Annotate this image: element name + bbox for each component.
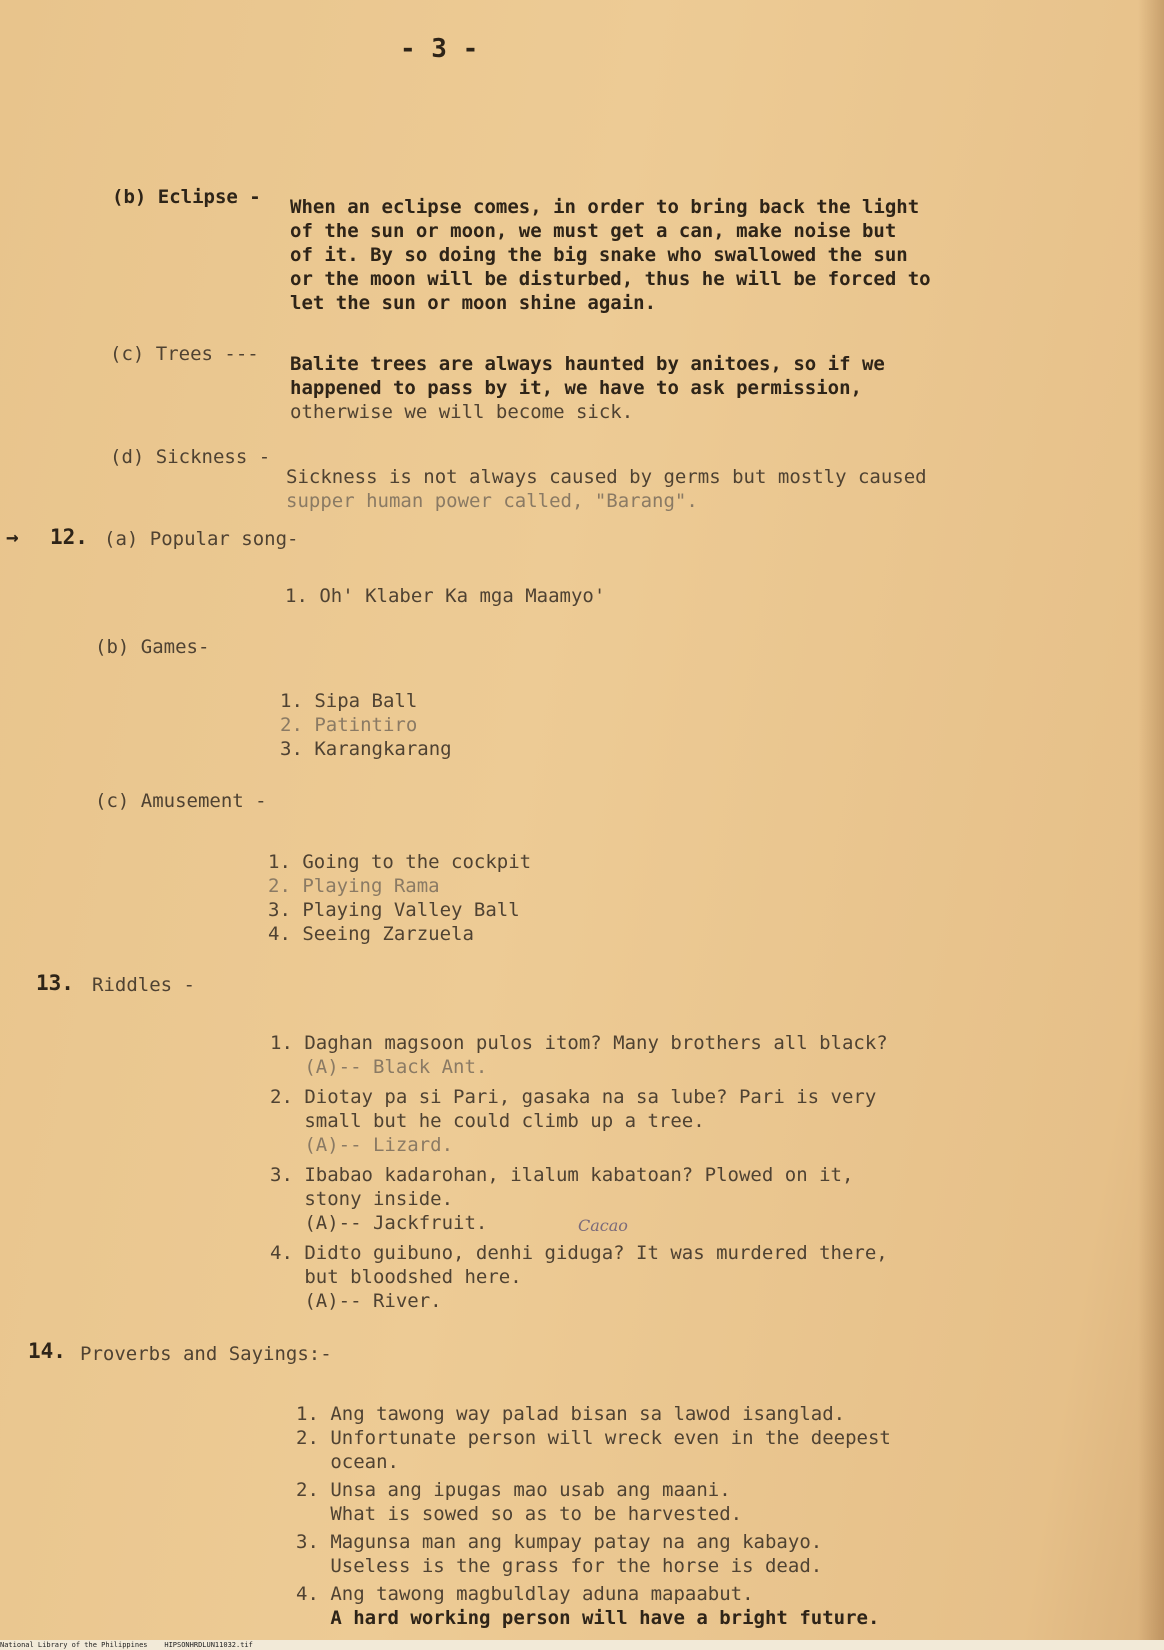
- proverb-3-line-1: 3. Magunsa man ang kumpay patay na ang kabayo.: [296, 1531, 823, 1553]
- section-12-number: 12.: [50, 525, 88, 549]
- riddle-2-answer: (A)-- Lizard.: [270, 1134, 454, 1156]
- margin-arrow: →: [6, 525, 19, 549]
- section-13-number: 13.: [36, 971, 74, 995]
- riddle-4-line-2: but bloodshed here.: [270, 1266, 522, 1288]
- binding-shadow: [1138, 0, 1164, 1650]
- footer-caption: National Library of the Philippines HIPSONHRDLUN11032.tif: [0, 1641, 253, 1649]
- eclipse-line-4: or the moon will be disturbed, thus he will be forced to: [290, 268, 931, 290]
- amusement-item-2: 2. Playing Rama: [268, 875, 440, 897]
- amusement-item-3: 3. Playing Valley Ball: [268, 899, 520, 921]
- game-item-1: 1. Sipa Ball: [280, 690, 418, 712]
- amusement-label: (c) Amusement -: [95, 790, 267, 812]
- proverbs-label: Proverbs and Sayings:-: [80, 1343, 332, 1365]
- eclipse-line-2: of the sun or moon, we must get a can, make noise but: [290, 220, 897, 242]
- riddle-1-answer: (A)-- Black Ant.: [270, 1056, 488, 1078]
- amusement-item-1: 1. Going to the cockpit: [268, 851, 532, 873]
- trees-line-2: happened to pass by it, we have to ask permission,: [290, 377, 862, 399]
- proverb-4-line-1: 4. Ang tawong magbuldlay aduna mapaabut.: [296, 1583, 754, 1605]
- riddle-4-answer: (A)-- River.: [270, 1290, 442, 1312]
- proverb-1-line-3: ocean.: [296, 1451, 399, 1473]
- riddle-4-line-1: 4. Didto guibuno, denhi giduga? It was murdered there,: [270, 1242, 888, 1264]
- proverb-2-line-2: What is sowed so as to be harvested.: [296, 1503, 743, 1525]
- eclipse-line-1: When an eclipse comes, in order to bring back the light: [290, 196, 920, 218]
- proverb-2-line-1: 2. Unsa ang ipugas mao usab ang maani.: [296, 1479, 731, 1501]
- games-label: (b) Games-: [95, 636, 210, 658]
- eclipse-label: (b) Eclipse -: [112, 186, 261, 208]
- riddle-3-line-1: 3. Ibabao kadarohan, ilalum kabatoan? Plowed on it,: [270, 1164, 854, 1186]
- game-item-3: 3. Karangkarang: [280, 738, 452, 760]
- proverb-1-line-2: 2. Unfortunate person will wreck even in the deepest: [296, 1427, 891, 1449]
- amusement-item-4: 4. Seeing Zarzuela: [268, 923, 474, 945]
- riddle-2-line-2: small but he could climb up a tree.: [270, 1110, 705, 1132]
- song-item: 1. Oh' Klaber Ka mga Maamyo': [285, 585, 606, 607]
- popular-song-label: (a) Popular song-: [104, 528, 299, 550]
- riddle-2-line-1: 2. Diotay pa si Pari, gasaka na sa lube? Pari is very: [270, 1086, 877, 1108]
- handwritten-note: Cacao: [578, 1216, 628, 1235]
- riddle-1-line-1: 1. Daghan magsoon pulos itom? Many brothers all black?: [270, 1032, 888, 1054]
- eclipse-line-5: let the sun or moon shine again.: [290, 292, 657, 314]
- proverb-3-line-2: Useless is the grass for the horse is dead.: [296, 1555, 823, 1577]
- sickness-line-1: Sickness is not always caused by germs but mostly caused: [286, 466, 927, 488]
- sickness-label: (d) Sickness -: [110, 446, 271, 468]
- riddle-3-line-2: stony inside.: [270, 1188, 454, 1210]
- proverb-1-line-1: 1. Ang tawong way palad bisan sa lawod isanglad.: [296, 1403, 846, 1425]
- sickness-line-2: supper human power called, "Barang".: [286, 490, 698, 512]
- riddles-label: Riddles -: [92, 974, 195, 996]
- game-item-2: 2. Patintiro: [280, 714, 418, 736]
- eclipse-line-3: of it. By so doing the big snake who swallowed the sun: [290, 244, 908, 266]
- trees-label: (c) Trees ---: [110, 343, 259, 365]
- trees-line-1: Balite trees are always haunted by anitoes, so if we: [290, 353, 885, 375]
- proverb-4-line-2: A hard working person will have a bright future.: [296, 1607, 880, 1629]
- page-number: - 3 -: [400, 34, 479, 64]
- section-14-number: 14.: [28, 1339, 66, 1363]
- riddle-3-answer: (A)-- Jackfruit.: [270, 1212, 488, 1234]
- trees-line-3: otherwise we will become sick.: [290, 401, 634, 423]
